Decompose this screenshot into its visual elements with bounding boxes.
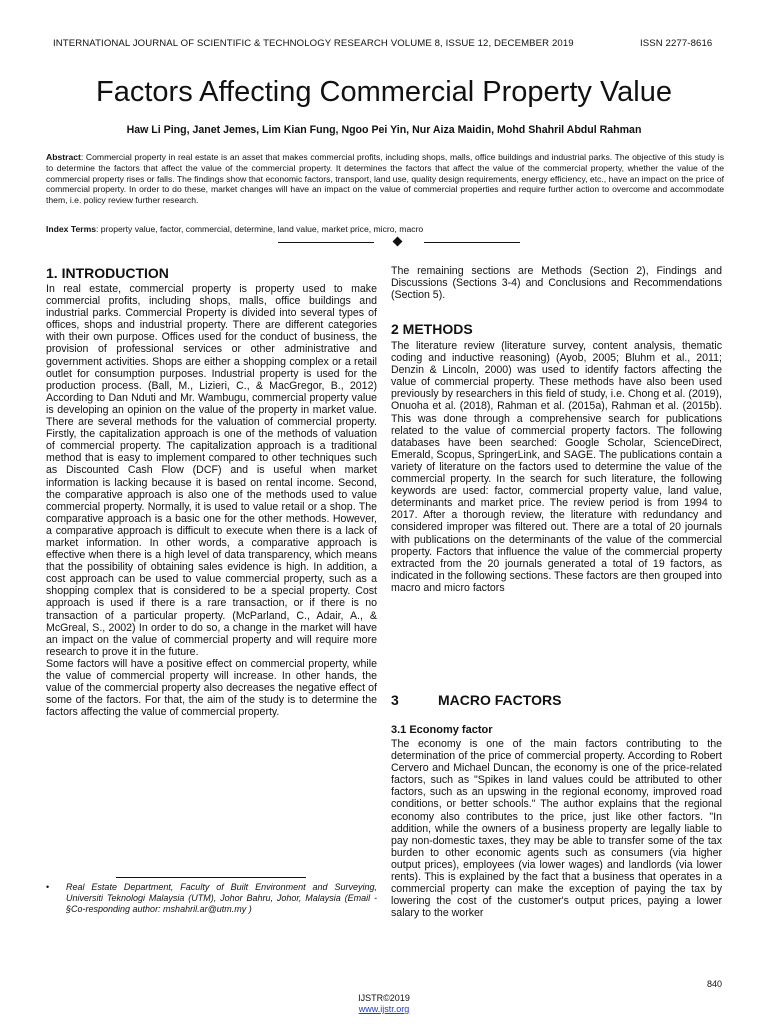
journal-header: INTERNATIONAL JOURNAL OF SCIENTIFIC & TECHNOLOGY RESEARCH VOLUME 8, ISSUE 12, DECEMBER 2019 (53, 38, 574, 49)
macro-number: 3 (391, 692, 399, 708)
abstract (46, 152, 724, 206)
remaining-sections: The remaining sections are Methods (Section 2), Findings and Discussions (Sections 3-4) and Conclusions and Recommendations (Section 5). (391, 265, 722, 302)
right-column (391, 265, 722, 301)
economy-body (391, 738, 722, 919)
footnote-rule (116, 877, 306, 878)
macro-heading: MACRO FACTORS (438, 692, 562, 708)
footnote-bullet: • (46, 882, 50, 892)
intro-heading: 1. INTRODUCTION (46, 265, 169, 281)
index-terms-text: : property value, factor, commercial, determine, land value, market price, micro, macro (96, 224, 424, 234)
intro-body (46, 283, 377, 718)
author-list: Haw Li Ping, Janet Jemes, Lim Kian Fung, Ngoo Pei Yin, Nur Aiza Maidin, Mohd Shahril Abdul Rahman (126, 124, 642, 136)
methods-paragraph: The literature review (literature survey, content analysis, thematic coding and inductive reasoning) (Ayob, 2005; Bluhm et al., 2011; Denzin & Lincoln, 2000) was used to identify factors affecting the value of commercial property. These methods have also been used previously by researchers in this field of study, i.e. Chong et al. (2019), Onuoha et al. (2018), Rahman et al. (2015a), Rahman et al. (2015b). This was done through a comprehensive search for publications related to the value of commercial property factors. The following databases have been searched: Google Scholar, ScienceDirect, Emerald, Scopus, SpringerLink, and SAGE. The publications contain a variety of literature on the factors used to determine the value of the commercial property. In the search for such literature, the following keywords are used: factor, commercial property value, land value, determinants and market price. The review period is from 1994 to 2017. After a thorough review, the literature with redundancy and considered improper was filtered out. There are a total of 20 journals with publications on the determinants of the value of the commercial property. Factors that influence the value of the commercial property extracted from the 20 journals generated a total of 19 factors, as indicated in the following sections. These factors are then grouped into macro and micro factors (391, 340, 722, 594)
diamond-icon (393, 237, 403, 247)
abstract-text: : Commercial property in real estate is an asset that makes commercial profits, including shops, malls, office buildings and industrial parks. The objective of this study is to determine the factors that affect the value of the commercial property. It determines the factors that affect the value of the commercial property, whether the value of the commercial property rises or falls. The findings show that economic factors, transport, land use, quality design requirements, energy efficiency, etc., have an impact on the price of commercial property. In order to do these, market changes will have an impact on the value of commercial properties and require further action to overcome and accommodate them, i.e. policy review further research. (46, 152, 724, 206)
issn: ISSN 2277-8616 (640, 38, 713, 49)
section-divider (278, 237, 520, 249)
footnote (46, 882, 377, 916)
methods-body (391, 340, 722, 594)
copyright: IJSTR©2019 (358, 993, 410, 1003)
economy-paragraph: The economy is one of the main factors contributing to the determination of the price of commercial property. According to Robert Cervero and Michael Duncan, the economy is one of the price-related factors, such as "Spikes in land values could be attributed to other factors, such as an upswing in the regional economy, improved road conditions, or better schools." The author explains that the regional economy also contributes to the price, just like other factors. "In addition, while the owners of a business property are legally liable to pay non-domestic taxes, they may be able to transfer some of the tax burden to other economic agents such as consumers (via higher output prices), employees (via lower wages) and landlords (via lower rents). This is explained by the fact that a business that operates in a commercial property can make the exception of paying the tax by lowering the cost of the customer's output prices, paying a lower salary to the worker (391, 738, 722, 920)
abstract-label: Abstract (46, 152, 81, 162)
economy-subheading: 3.1 Economy factor (391, 724, 493, 736)
methods-heading: 2 METHODS (391, 321, 473, 337)
website-link[interactable]: www.ijstr.org (358, 1004, 410, 1014)
index-terms (46, 224, 724, 235)
index-terms-label: Index Terms (46, 224, 96, 234)
intro-paragraph: Some factors will have a positive effect on commercial property, while the value of commercial property will increase. In other hands, the value of the commercial property also decreases the negative effect of some of the factors. For that, the aim of the study is to determine the factors affecting the value of commercial property. (46, 657, 377, 719)
paper-title: Factors Affecting Commercial Property Value (96, 76, 672, 108)
footnote-text: Real Estate Department, Faculty of Built Environment and Surveying, Universiti Teknologi Malaysia (UTM), Johor Bahru, Johor, Malaysia (Email - §Co-responding author: mshahril.ar@utm.my ) (66, 882, 377, 915)
intro-paragraph: In real estate, commercial property is property used to make commercial profits, including shops, malls, office buildings and industrial parks. Commercial Property is divided into several types of offices, shops and industrial property. There are different categories with their own purpose. Offices used for the conduct of business, the provision of professional services or other administrative and government activities. Shops are either a shopping complex or a retail outlet for consumption purposes. Industrial property is used for the production process. (Ball, M., Lizieri, C., & MacGregor, B., 2012) According to Dan Nduti and Mr. Wambugu, commercial property value is developing an opinion on the value of the property in market value. There are several methods for the valuation of commercial property. Firstly, the capitalization approach is one of the methods of valuation of commercial property. The capitalization approach is a traditional method that is easy to implement compared to other techniques such as Discounted Cash Flow (DCF) and is useful when market information is lacking because it is based on rental income. Second, the comparative approach is also one of the methods used to value commercial property. Normally, it is used to value retail or a shop. The comparative approach is a basic one for the other methods. However, a comparative approach is difficult to execute when there is a lack of market information. In other words, a comparative approach is effective when there is a high level of data transparency, which means that the possibility of obtaining sales evidence is high. In addition, a cost approach can be used to value commercial property, such as a shopping complex that is considered to be a special property. Cost approach is used if there is a rare transaction, or if there is no transaction of a particular property. (McParland, C., Adair, A., & McGreal, S., 2002) In order to do so, a change in the market will have an impact on the value of commercial property and will require more research to prove it in the future. (46, 283, 377, 658)
page-number: 840 (706, 979, 722, 989)
